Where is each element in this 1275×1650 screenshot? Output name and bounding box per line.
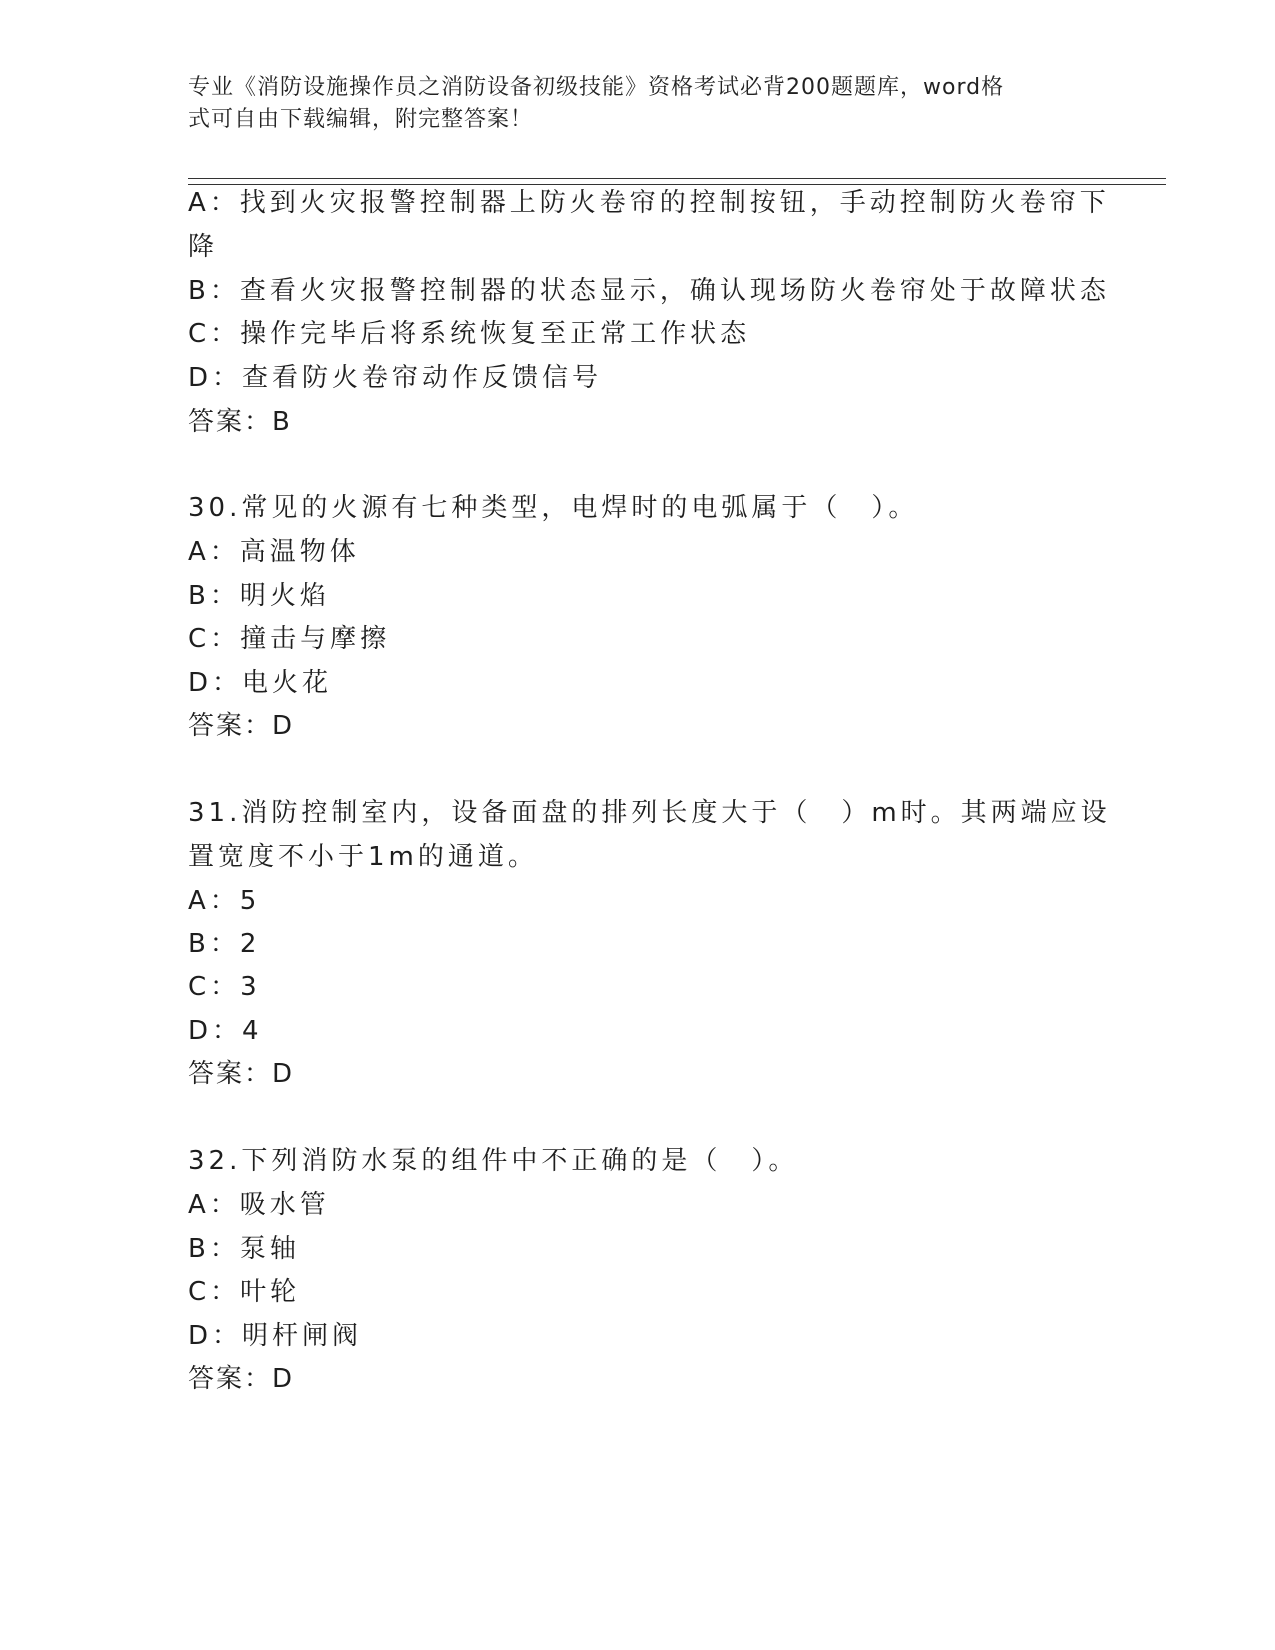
q30-answer: 答案：D	[188, 711, 295, 741]
q31-option-c: C：3	[188, 972, 261, 1002]
q31-option-d: D：4	[188, 1016, 263, 1046]
q30-option-d: D：电火花	[188, 668, 333, 698]
q30-option-c: C：撞击与摩擦	[188, 624, 391, 654]
q31-answer: 答案：D	[188, 1059, 295, 1089]
q29-answer: 答案：B	[188, 407, 292, 437]
q32-option-a: A：吸水管	[188, 1190, 330, 1220]
q30-option-a: A：高温物体	[188, 537, 360, 567]
q32-option-d: D：明杆闸阀	[188, 1321, 363, 1351]
q29-option-c: C：操作完毕后将系统恢复至正常工作状态	[188, 319, 751, 349]
q30-option-b: B：明火焰	[188, 581, 330, 611]
q29-option-b: B：查看火灾报警控制器的状态显示，确认现场防火卷帘处于故障状态	[188, 276, 1110, 306]
q32-question: 32.下列消防水泵的组件中不正确的是（ ）。	[188, 1146, 799, 1176]
q32-answer: 答案：D	[188, 1364, 295, 1394]
q31-question-line-1: 31.消防控制室内，设备面盘的排列长度大于（ ）m时。其两端应设	[188, 798, 1111, 828]
q29-option-a-line-2: 降	[188, 232, 219, 262]
q31-option-b: B：2	[188, 929, 261, 959]
q31-question-line-2: 置宽度不小于1m的通道。	[188, 842, 538, 872]
q30-question: 30.常见的火源有七种类型，电焊时的电弧属于（ ）。	[188, 493, 919, 523]
header-line-1: 专业《消防设施操作员之消防设备初级技能》资格考试必背200题题库，word格	[188, 75, 1005, 100]
header-divider-top	[188, 178, 1166, 179]
q31-option-a: A：5	[188, 886, 261, 916]
q29-option-d: D：查看防火卷帘动作反馈信号	[188, 363, 603, 393]
q32-option-c: C：叶轮	[188, 1277, 301, 1307]
header-line-2: 式可自由下载编辑，附完整答案！	[188, 107, 534, 132]
q29-option-a-line-1: A：找到火灾报警控制器上防火卷帘的控制按钮，手动控制防火卷帘下	[188, 188, 1110, 218]
document-header	[188, 72, 1068, 136]
q32-option-b: B：泵轴	[188, 1234, 300, 1264]
